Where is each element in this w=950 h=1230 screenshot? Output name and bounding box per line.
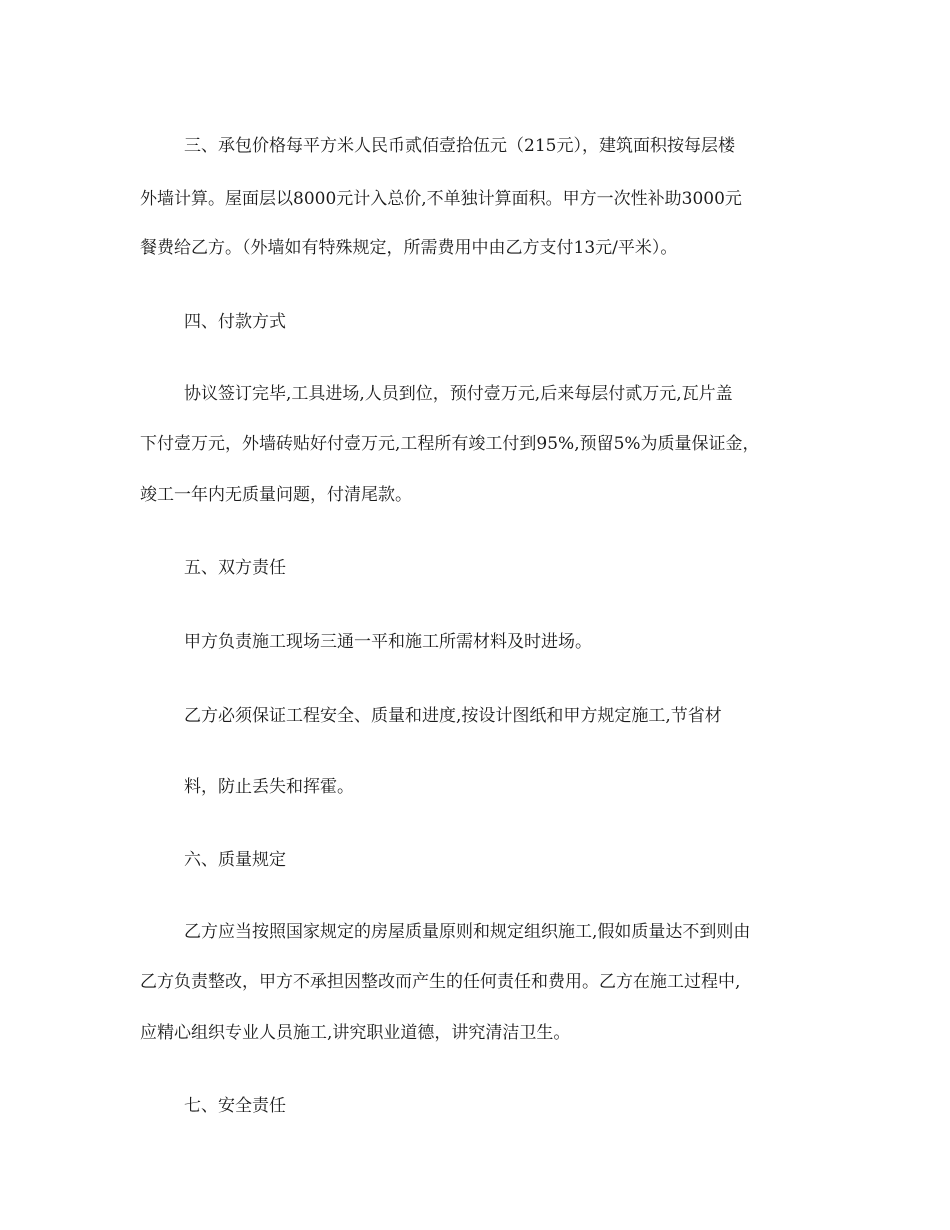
quality-line-1: 乙方应当按照国家规定的房屋质量原则和规定组织施工,假如质量达不到则由 (184, 922, 751, 942)
clause-3-line-1: 三、承包价格每平方米人民币贰佰壹拾伍元（215元），建筑面积按每层楼 (184, 136, 735, 156)
clause-3-line-3: 餐费给乙方。（外墙如有特殊规定，所需费用中由乙方支付13元/平米）。 (140, 238, 678, 258)
payment-line-1: 协议签订完毕,工具进场,人员到位，预付壹万元,后来每层付贰万元,瓦片盖 (184, 384, 733, 404)
payment-line-3: 竣工一年内无质量问题，付清尾款。 (140, 485, 412, 505)
party-b-responsibility-line-2: 料，防止丢失和挥霍。 (184, 777, 354, 797)
party-b-responsibility-line-1: 乙方必须保证工程安全、质量和进度,按设计图纸和甲方规定施工,节省材 (184, 706, 722, 726)
party-a-responsibility: 甲方负责施工现场三通一平和施工所需材料及时进场。 (184, 632, 592, 652)
clause-3-line-2: 外墙计算。屋面层以8000元计入总价,不单独计算面积。甲方一次性补助3000元 (140, 189, 742, 209)
quality-line-2: 乙方负责整改，甲方不承担因整改而产生的任何责任和费用。乙方在施工过程中, (140, 972, 741, 992)
section-heading-payment: 四、付款方式 (184, 312, 286, 332)
payment-line-2: 下付壹万元，外墙砖贴好付壹万元,工程所有竣工付到95%,预留5%为质量保证金， (140, 434, 760, 454)
section-heading-safety: 七、安全责任 (184, 1096, 286, 1116)
quality-line-3: 应精心组织专业人员施工,讲究职业道德，讲究清洁卫生。 (140, 1023, 571, 1043)
section-heading-responsibilities: 五、双方责任 (184, 558, 286, 578)
section-heading-quality: 六、质量规定 (184, 850, 286, 870)
